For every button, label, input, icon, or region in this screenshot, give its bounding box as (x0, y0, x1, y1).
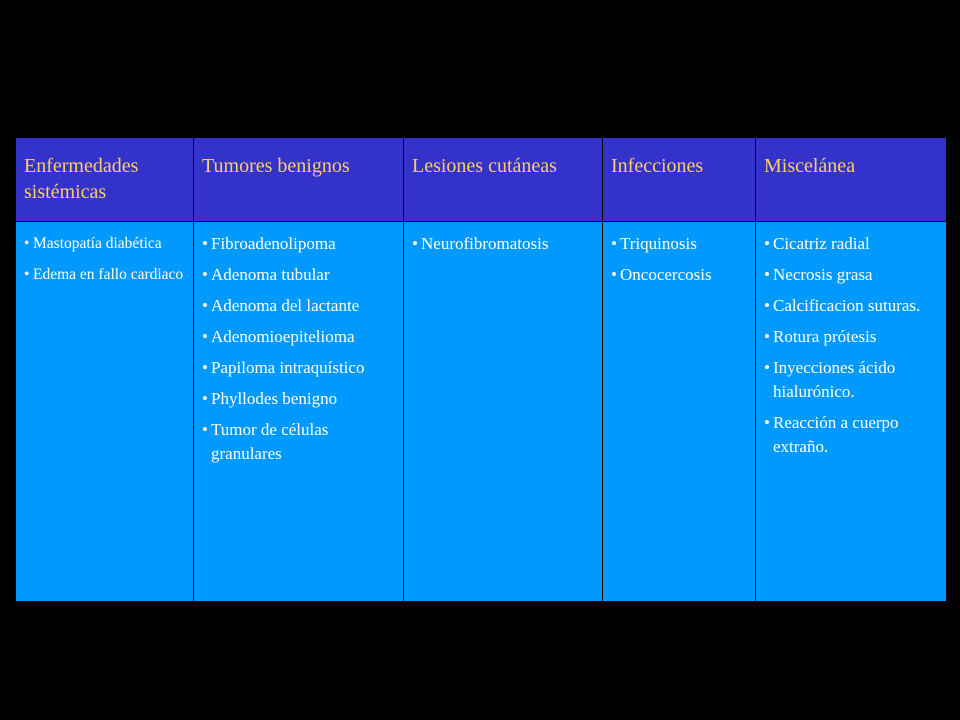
list-item: • Oncocercosis (613, 263, 749, 287)
list-item: • Calcificacion suturas. (766, 294, 940, 318)
cell-enfermedades-sistemicas (16, 222, 194, 602)
list-item: • Fibroadenolipoma (204, 232, 397, 256)
cell-tumores-benignos (194, 222, 404, 602)
classification-table (15, 137, 947, 602)
header-row (16, 138, 947, 222)
list-item: • Reacción a cuerpo extraño. (766, 411, 940, 459)
list-item: • Necrosis grasa (766, 263, 940, 287)
header-miscelanea: Miscelánea (756, 138, 947, 222)
list-item: • Adenomioepitelioma (204, 325, 397, 349)
list-item: • Edema en fallo cardiaco (26, 263, 187, 287)
list-item: • Phyllodes benigno (204, 387, 397, 411)
list-item: • Rotura prótesis (766, 325, 940, 349)
list-infecciones (613, 232, 749, 287)
list-lesiones-cutaneas (414, 232, 596, 256)
body-row (16, 222, 947, 602)
header-infecciones: Infecciones (603, 138, 756, 222)
header-tumores-benignos: Tumores benignos (194, 138, 404, 222)
list-item: • Inyecciones ácido hialurónico. (766, 356, 940, 404)
list-tumores-benignos (204, 232, 397, 466)
header-enfermedades-sistemicas: Enfermedades sistémicas (16, 138, 194, 222)
cell-infecciones (603, 222, 756, 602)
list-item: • Tumor de células granulares (204, 418, 397, 466)
list-item: • Adenoma tubular (204, 263, 397, 287)
cell-miscelanea (756, 222, 947, 602)
list-item: • Neurofibromatosis (414, 232, 596, 256)
list-enfermedades-sistemicas (26, 232, 187, 287)
list-miscelanea (766, 232, 940, 459)
list-item: • Cicatriz radial (766, 232, 940, 256)
list-item: • Papiloma intraquístico (204, 356, 397, 380)
header-lesiones-cutaneas: Lesiones cutáneas (404, 138, 603, 222)
list-item: • Adenoma del lactante (204, 294, 397, 318)
cell-lesiones-cutaneas (404, 222, 603, 602)
list-item: • Triquinosis (613, 232, 749, 256)
list-item: • Mastopatía diabética (26, 232, 187, 256)
